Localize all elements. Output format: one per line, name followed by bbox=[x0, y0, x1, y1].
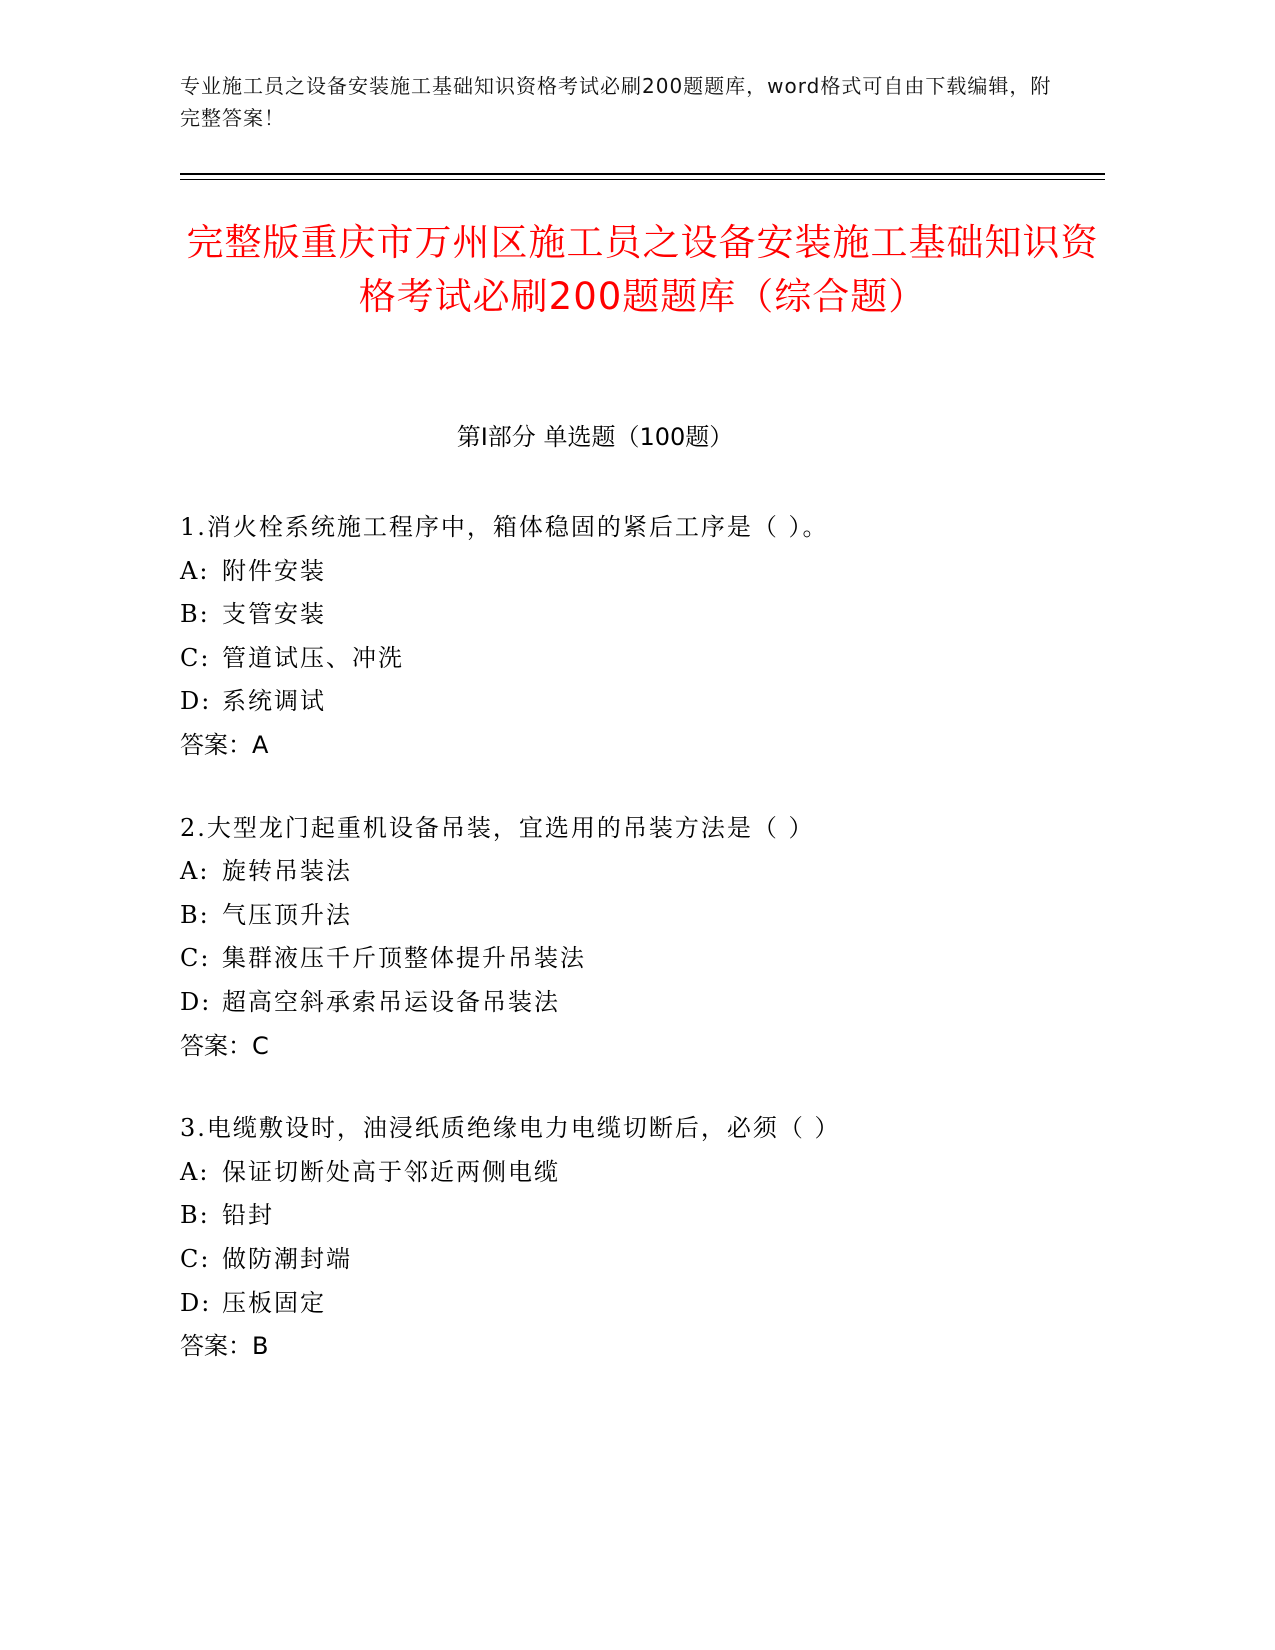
option-letter: D: bbox=[180, 987, 212, 1016]
answer-line: 答案：B bbox=[180, 1332, 269, 1361]
header-divider-thin bbox=[180, 179, 1105, 180]
option-letter: D: bbox=[180, 1288, 212, 1317]
option-letter: A: bbox=[180, 1157, 210, 1186]
option-letter: C: bbox=[180, 643, 211, 672]
option-text: 气压顶升法 bbox=[222, 900, 352, 929]
question-stem: 2.大型龙门起重机设备吊装，宜选用的吊装方法是（ ） bbox=[180, 813, 815, 842]
option-text: 集群液压千斤顶整体提升吊装法 bbox=[222, 944, 586, 973]
question-stem: 3.电缆敷设时，油浸纸质绝缘电力电缆切断后，必须（ ） bbox=[180, 1114, 841, 1143]
option-text: 铅封 bbox=[222, 1201, 274, 1230]
header-divider-thick bbox=[180, 173, 1105, 175]
option-line bbox=[180, 937, 1080, 981]
answer-line: 答案：C bbox=[180, 1031, 269, 1060]
question-block bbox=[180, 1107, 1080, 1369]
option-text: 旋转吊装法 bbox=[222, 857, 352, 886]
option-letter: D: bbox=[180, 687, 212, 716]
option-text: 管道试压、冲洗 bbox=[222, 643, 404, 672]
section-title: 第Ⅰ部分 单选题（100题） bbox=[456, 423, 734, 451]
document-title: 完整版重庆市万州区施工员之设备安装施工基础知识资格考试必刷200题题库（综合题） bbox=[186, 221, 1099, 318]
option-line bbox=[180, 637, 1080, 681]
option-line bbox=[180, 850, 1080, 894]
option-line bbox=[180, 1194, 1080, 1238]
option-letter: C: bbox=[180, 944, 211, 973]
option-text: 支管安装 bbox=[222, 600, 326, 629]
question-stem: 1.消火栓系统施工程序中，箱体稳固的紧后工序是（ ）。 bbox=[180, 513, 829, 541]
option-text: 做防潮封端 bbox=[222, 1244, 352, 1273]
option-line bbox=[180, 1282, 1080, 1326]
option-text: 压板固定 bbox=[222, 1288, 326, 1317]
header-note: 专业施工员之设备安装施工基础知识资格考试必刷200题题库，word格式可自由下载编辑，附完整答案！ bbox=[180, 74, 1052, 130]
option-text: 系统调试 bbox=[222, 687, 326, 716]
option-line bbox=[180, 894, 1080, 938]
answer-line: 答案：A bbox=[180, 730, 269, 759]
option-letter: B: bbox=[180, 900, 210, 929]
option-line bbox=[180, 593, 1080, 637]
option-line bbox=[180, 981, 1080, 1025]
question-block bbox=[180, 807, 1080, 1069]
option-letter: B: bbox=[180, 600, 210, 629]
option-letter: A: bbox=[180, 857, 210, 886]
option-line bbox=[180, 1151, 1080, 1195]
option-letter: C: bbox=[180, 1244, 211, 1273]
option-line bbox=[180, 680, 1080, 724]
option-line bbox=[180, 550, 1080, 594]
option-text: 超高空斜承索吊运设备吊装法 bbox=[222, 987, 560, 1016]
option-letter: A: bbox=[180, 556, 210, 585]
option-text: 保证切断处高于邻近两侧电缆 bbox=[222, 1157, 560, 1186]
question-block bbox=[180, 506, 1080, 768]
option-text: 附件安装 bbox=[222, 556, 326, 585]
question-list bbox=[180, 506, 1080, 1408]
option-letter: B: bbox=[180, 1201, 210, 1230]
option-line bbox=[180, 1238, 1080, 1282]
